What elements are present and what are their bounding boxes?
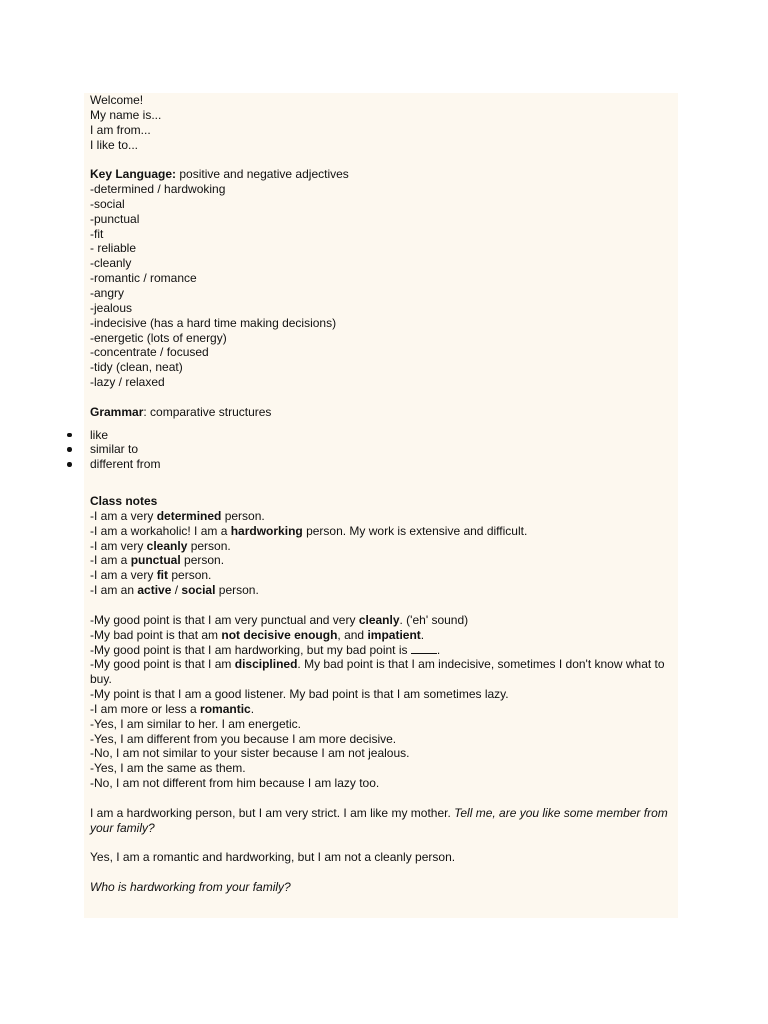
document-body bbox=[90, 93, 680, 895]
note-line: -I am very cleanly person. bbox=[90, 538, 231, 553]
point-line: -My good point is that I am disciplined. My bad point is that I am indecisive, sometimes I don't know what to buy. bbox=[90, 657, 665, 687]
point-line: -I am more or less a romantic. bbox=[90, 701, 255, 716]
adjective-item: -tidy (clean, neat) bbox=[90, 360, 183, 375]
class-notes-heading bbox=[90, 494, 680, 509]
key-language-desc: positive and negative adjectives bbox=[176, 167, 349, 182]
intro-line: Welcome! bbox=[90, 93, 144, 107]
intro-line: I like to... bbox=[90, 137, 139, 152]
bullet-item bbox=[90, 442, 680, 457]
bullet-item bbox=[90, 428, 680, 443]
key-language-heading bbox=[90, 167, 680, 182]
adjective-item: -determined / hardwoking bbox=[90, 182, 226, 197]
adjective-item: -angry bbox=[90, 285, 125, 300]
point-line: -My good point is that I am very punctual and very cleanly. ('eh' sound) bbox=[90, 612, 469, 627]
grammar-heading bbox=[90, 405, 680, 420]
note-line: -I am a very determined person. bbox=[90, 508, 265, 523]
adjective-item: -romantic / romance bbox=[90, 271, 197, 286]
adjective-item: -jealous bbox=[90, 300, 133, 315]
point-line: -No, I am not similar to your sister because I am not jealous. bbox=[90, 746, 410, 761]
points-section bbox=[90, 613, 680, 791]
point-line: -My good point is that I am hardworking, but my bad point is . bbox=[90, 642, 441, 657]
note-line: -I am an active / social person. bbox=[90, 583, 259, 598]
intro-line: I am from... bbox=[90, 122, 151, 137]
point-line: -Yes, I am similar to her. I am energetic. bbox=[90, 716, 301, 731]
point-line: -No, I am not different from him because I am lazy too. bbox=[90, 776, 380, 791]
key-language-section bbox=[90, 167, 680, 390]
grammar-desc: : comparative structures bbox=[143, 404, 272, 419]
adjective-item: -social bbox=[90, 196, 125, 211]
grammar-section bbox=[90, 405, 680, 472]
adjective-item: -punctual bbox=[90, 211, 140, 226]
class-notes-heading-text: Class notes bbox=[90, 494, 158, 509]
closing-section bbox=[90, 806, 680, 895]
point-line: -Yes, I am the same as them. bbox=[90, 761, 246, 776]
grammar-label: Grammar bbox=[90, 404, 144, 419]
adjective-item: -cleanly bbox=[90, 256, 132, 271]
bullet-icon bbox=[67, 447, 72, 452]
note-line: -I am a very fit person. bbox=[90, 568, 212, 583]
closing-question: Who is hardworking from your family? bbox=[90, 880, 291, 895]
adjective-item: -fit bbox=[90, 226, 104, 241]
bullet-icon bbox=[67, 433, 72, 438]
adjective-item: -lazy / relaxed bbox=[90, 375, 165, 390]
grammar-bullet-list bbox=[90, 428, 680, 473]
bullet-text: like bbox=[90, 427, 109, 442]
bullet-text: similar to bbox=[90, 442, 139, 457]
point-line: -Yes, I am different from you because I am more decisive. bbox=[90, 731, 397, 746]
note-line: -I am a punctual person. bbox=[90, 553, 225, 568]
point-line: -My point is that I am a good listener. My bad point is that I am sometimes lazy. bbox=[90, 687, 509, 702]
bullet-icon bbox=[67, 462, 72, 467]
intro-line: My name is... bbox=[90, 107, 162, 122]
note-line: -I am a workaholic! I am a hardworking person. My work is extensive and difficult. bbox=[90, 523, 528, 538]
closing-paragraph: I am a hardworking person, but I am very strict. I am like my mother. Tell me, are you like some member from your family? bbox=[90, 805, 668, 835]
bullet-text: different from bbox=[90, 457, 161, 472]
key-language-label: Key Language: bbox=[90, 167, 177, 182]
bullet-item bbox=[90, 457, 680, 472]
point-line: -My bad point is that am not decisive enough, and impatient. bbox=[90, 627, 425, 642]
adjective-item: -energetic (lots of energy) bbox=[90, 330, 227, 345]
adjective-item: -concentrate / focused bbox=[90, 345, 209, 360]
class-notes-section bbox=[90, 494, 680, 598]
intro-block bbox=[90, 93, 680, 152]
blank-underline bbox=[411, 643, 437, 654]
adjective-item: - reliable bbox=[90, 241, 137, 256]
closing-answer: Yes, I am a romantic and hardworking, but I am not a cleanly person. bbox=[90, 850, 456, 865]
adjective-item: -indecisive (has a hard time making decisions) bbox=[90, 315, 337, 330]
